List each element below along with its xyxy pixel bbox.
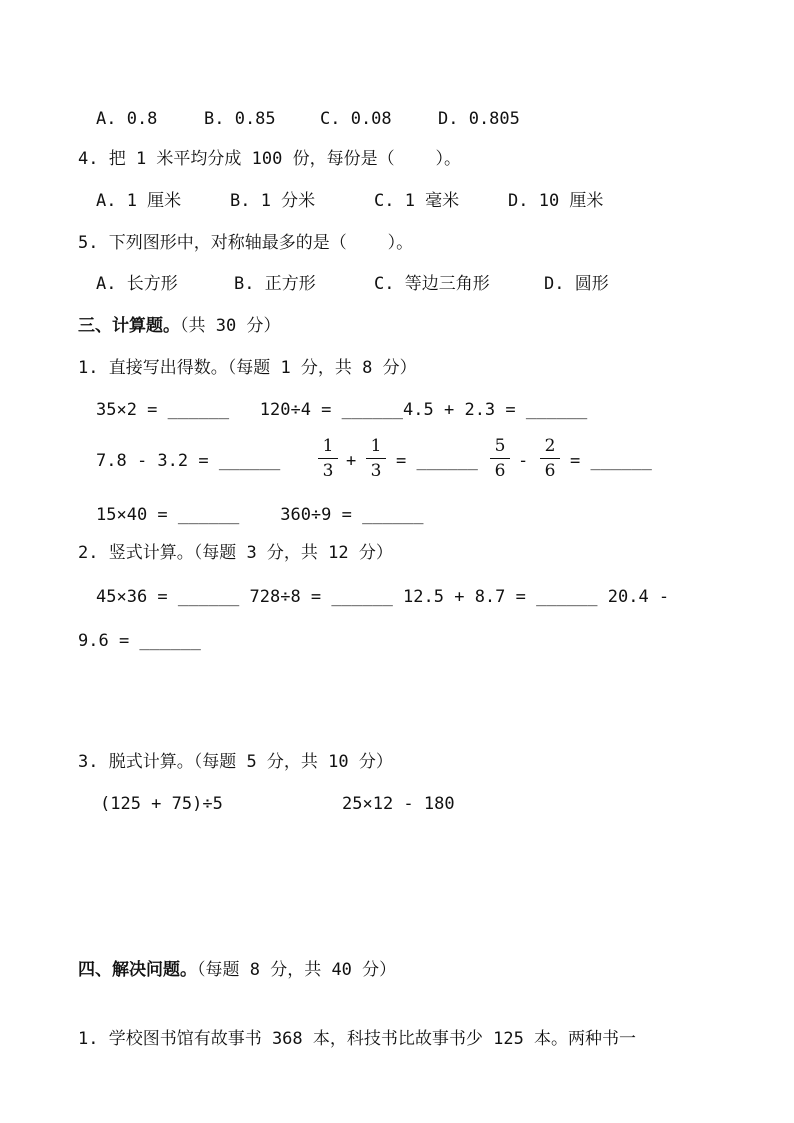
fraction-bar (490, 458, 510, 459)
part-3-expr-1: (125 + 75)÷5 (100, 794, 223, 814)
q4-option-b: B. 1 分米 (230, 191, 316, 211)
q4-option-c: C. 1 毫米 (374, 191, 460, 211)
section-4-score: （每题 8 分，共 40 分） (197, 960, 397, 980)
section-4-question-1: 1. 学校图书馆有故事书 368 本，科技书比故事书少 125 本。两种书一 (78, 1029, 637, 1049)
q5-option-d: D. 圆形 (544, 274, 609, 294)
section-3-score: （共 30 分） (180, 316, 281, 336)
part-1-row-2-expr: 7.8 - 3.2 = ______ (96, 451, 281, 471)
part-3-expr-2: 25×12 - 180 (342, 794, 455, 814)
fraction-bar (366, 458, 386, 459)
section-3-title: 三、计算题。 (78, 316, 180, 336)
option-d: D. 0.805 (438, 109, 520, 129)
answer-blank-1: = ______ (396, 451, 478, 471)
section-4-title: 四、解决问题。 (78, 960, 197, 980)
fraction-one-third-b (366, 436, 386, 481)
section-4-heading (78, 959, 396, 981)
part-2-label: 2. 竖式计算。（每题 3 分，共 12 分） (78, 543, 393, 563)
fraction-bar (318, 458, 338, 459)
fraction-five-sixths (490, 436, 510, 481)
option-b: B. 0.85 (204, 109, 276, 129)
fraction-two-sixths (540, 436, 560, 481)
fraction-denominator: 3 (370, 461, 382, 481)
fraction-numerator: 5 (494, 436, 506, 456)
fraction-numerator: 2 (544, 436, 556, 456)
question-5-stem: 5. 下列图形中，对称轴最多的是（ ）。 (78, 233, 414, 253)
fraction-denominator: 6 (544, 461, 556, 481)
part-2-row-1: 45×36 = ______ 728÷8 = ______ 12.5 + 8.7 = ______ 20.4 - (96, 587, 670, 607)
fraction-denominator: 3 (322, 461, 334, 481)
q5-option-c: C. 等边三角形 (374, 274, 490, 294)
part-1-row-1: 35×2 = ______ 120÷4 = ______4.5 + 2.3 = ______ (96, 400, 588, 420)
fraction-one-third-a (318, 436, 338, 481)
option-a: A. 0.8 (96, 109, 158, 129)
answer-blank-2: = ______ (570, 451, 652, 471)
part-3-label: 3. 脱式计算。（每题 5 分，共 10 分） (78, 752, 393, 772)
fraction-denominator: 6 (494, 461, 506, 481)
option-c: C. 0.08 (320, 109, 392, 129)
q4-option-d: D. 10 厘米 (508, 191, 604, 211)
fraction-numerator: 1 (322, 436, 334, 456)
section-3-heading (78, 315, 280, 337)
fraction-bar (540, 458, 560, 459)
part-2-row-2: 9.6 = ______ (78, 631, 201, 651)
fraction-numerator: 1 (370, 436, 382, 456)
minus-sign: - (518, 451, 529, 471)
part-1-row-3: 15×40 = ______ 360÷9 = ______ (96, 505, 424, 525)
question-4-stem: 4. 把 1 米平均分成 100 份，每份是（ ）。 (78, 149, 462, 169)
part-1-label: 1. 直接写出得数。（每题 1 分，共 8 分） (78, 358, 417, 378)
plus-sign: + (346, 451, 357, 471)
q5-option-b: B. 正方形 (234, 274, 316, 294)
q5-option-a: A. 长方形 (96, 274, 178, 294)
q4-option-a: A. 1 厘米 (96, 191, 182, 211)
